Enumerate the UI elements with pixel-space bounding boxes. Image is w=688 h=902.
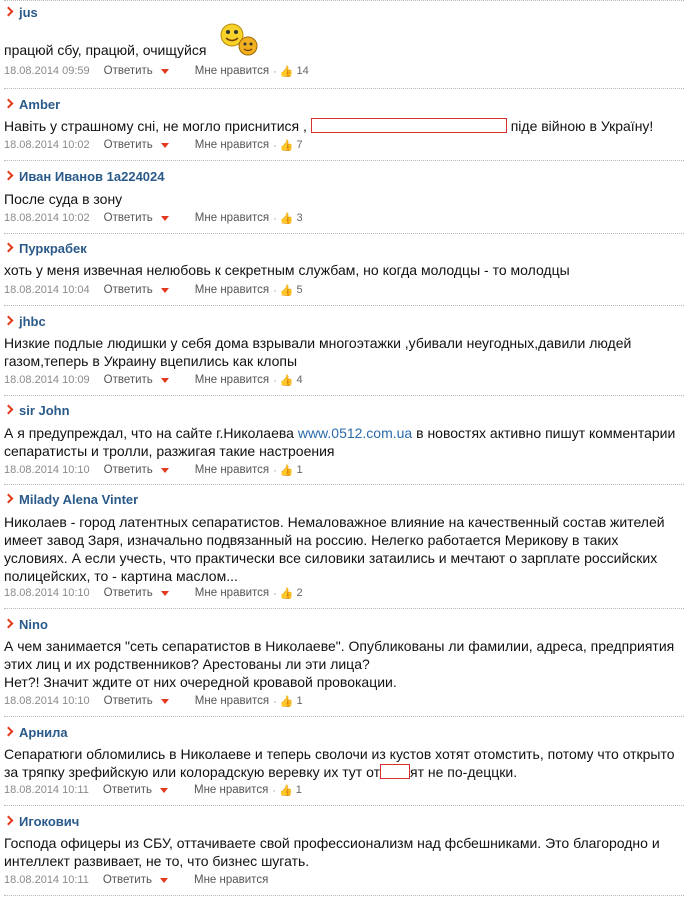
comment-line: полицейских, то - картина маслом... [4,568,238,584]
comment-separator [4,395,684,396]
comment-line: Николаев - город латентных сепаратистов. Немаловажное влияние на качественный состав жителей [4,514,665,530]
arrow-right-icon [4,98,14,110]
comment-text: піде війною в Україну! [510,118,654,134]
author-name[interactable]: Milady Alena Vinter [19,491,139,507]
comment-line: Господа офицеры из СБУ, оттачиваете свой профессионализм над фсбешниками. Это благородно и [4,835,660,851]
comment-separator [4,716,684,717]
comment-separator [4,160,684,161]
comment-line: А чем занимается "сеть сепаратистов в Николаеве". Опубликованы ли фамилии, адреса, предприятия [4,638,675,654]
comment-meta [4,373,303,387]
reply-button[interactable]: Ответить [103,464,153,476]
comment-date: 18.08.2014 10:02 [4,139,90,151]
caret-down-icon[interactable] [161,468,169,473]
likes-count: 7 [296,139,303,151]
arrow-right-icon [4,815,14,827]
comment-date: 18.08.2014 10:04 [4,284,90,296]
comment-body [4,117,680,135]
caret-down-icon[interactable] [161,699,169,704]
arrow-right-icon [4,170,14,182]
comment-line: условиях. А если учесть, что практически все силовики затаились и мечтают о зарплате российских [4,550,658,566]
thumbs-up-icon[interactable]: · 👍 [273,212,294,225]
comment-meta [4,283,303,297]
reply-button[interactable]: Ответить [102,784,152,796]
comment-date: 18.08.2014 10:11 [4,874,89,886]
author-name[interactable]: sir John [19,402,70,418]
comment-line: сепаратисты и тролли, разжигая такие настроения [4,443,335,459]
thumbs-up-icon[interactable]: · 👍 [273,464,294,477]
comment-body [4,41,680,59]
reply-button[interactable]: Ответить [103,65,153,77]
comment-line: Сепаратюги обломились в Николаеве и теперь сволочи из кустов хотят отомстить, потому что открыто [4,746,675,762]
comment-date: 18.08.2014 10:11 [4,784,89,796]
comment-date: 18.08.2014 10:10 [4,695,90,707]
caret-down-icon[interactable] [161,288,169,293]
comment-body [4,334,680,370]
arrow-right-icon [4,315,14,327]
comment-line: После суда в зону [4,191,123,207]
comment-meta [4,694,303,708]
reply-button[interactable]: Ответить [103,374,153,386]
arrow-right-icon [4,618,14,630]
comment-line: газом,теперь в Украину вцепились как клопы [4,353,298,369]
caret-down-icon[interactable] [161,591,169,596]
comment-line: интеллект развивает, не то, что бизнес шугать. [4,853,310,869]
reply-button[interactable]: Ответить [103,212,153,224]
arrow-right-icon [4,404,14,416]
comment-author[interactable] [4,813,79,829]
comment-separator [4,608,684,609]
comment-text: за тряпку зрефийскую или колорадскую веревку их тут от [4,764,380,780]
comment-body [4,261,680,279]
comment-date: 18.08.2014 10:02 [4,212,90,224]
thumbs-up-icon[interactable]: · 👍 [273,695,294,708]
comment-line [4,424,680,442]
comment-body [4,424,680,460]
caret-down-icon[interactable] [161,143,169,148]
comment-author[interactable] [4,168,165,184]
comment-line: працюй сбу, працюй, очищуйся [4,42,207,58]
arrow-right-icon [4,493,14,505]
like-button[interactable]: Мне нравится [194,695,270,707]
comment-meta [4,211,303,225]
comment-body [4,834,680,870]
comment-line: Нет?! Значит ждите от них очередной кровавой провокации. [4,674,397,690]
comment-line [4,763,680,781]
arrow-right-icon [4,726,14,738]
like-button[interactable]: Мне нравится [193,874,269,886]
reply-button[interactable]: Ответить [103,284,153,296]
comment-meta [4,586,303,600]
likes-count: 2 [296,587,303,599]
author-name[interactable]: Amber [19,96,61,112]
like-button[interactable]: Мне нравится [193,784,269,796]
caret-down-icon[interactable] [161,69,169,74]
reply-button[interactable]: Ответить [103,139,153,151]
comment-separator [4,895,684,896]
comment-author[interactable] [4,724,68,740]
like-button[interactable]: Мне нравится [194,587,270,599]
thumbs-up-icon[interactable]: · 👍 [273,65,294,78]
likes-count: 1 [295,784,302,796]
caret-down-icon[interactable] [160,788,168,793]
comment-author[interactable] [4,240,87,256]
comment-author[interactable] [4,96,60,112]
comment-meta [4,873,268,887]
caret-down-icon[interactable] [161,216,169,221]
likes-count: 14 [296,65,309,77]
comment-author[interactable] [4,491,138,507]
comment-separator [4,305,684,306]
likes-count: 3 [296,212,303,224]
likes-count: 1 [296,464,303,476]
caret-down-icon[interactable] [161,378,169,383]
comment-meta [4,64,309,78]
author-name[interactable]: jus [19,4,38,20]
comment-text: в новостях активно пишут комментарии [416,425,676,441]
thumbs-up-icon[interactable]: · 👍 [273,587,294,600]
comment-date: 18.08.2014 10:09 [4,374,90,386]
comment-body [4,513,680,585]
comment-body [4,190,680,208]
like-button[interactable]: Мне нравится [194,65,270,77]
comment-author[interactable] [4,402,70,418]
comment-line: Низкие подлые людишки у себя дома взрывали многоэтажки ,убивали неугодных,давили людей [4,335,632,351]
comment-line: этих лиц и их родственников? Арестованы ли эти лица? [4,656,370,672]
comment-author[interactable] [4,616,48,632]
author-name[interactable]: Иван Иванов 1а224024 [19,168,165,184]
likes-count: 4 [296,374,303,386]
arrow-right-icon [4,6,14,18]
redacted-box [380,764,410,779]
comment-date: 18.08.2014 10:10 [4,464,90,476]
like-button[interactable]: Мне нравится [194,464,270,476]
author-name[interactable]: jhbc [19,313,46,329]
comment-separator [4,805,684,806]
comment-text: А я предупреждал, что на сайте г.Николаева [4,425,294,441]
thumbs-up-icon[interactable]: · 👍 [273,374,294,387]
comment-body [4,745,680,781]
like-button[interactable]: Мне нравится [194,374,270,386]
thumbs-up-icon[interactable]: · 👍 [273,139,294,152]
comment-meta [4,138,303,152]
comment-text: Навіть у страшному сні, не могло приснитися , [4,118,307,134]
redacted-box [311,118,507,133]
caret-down-icon[interactable] [160,878,168,883]
smiley-face-icon [219,22,259,58]
thumbs-up-icon[interactable]: · 👍 [273,284,294,297]
comment-separator [4,88,684,89]
comment-meta [4,463,303,477]
reply-button[interactable]: Ответить [103,695,153,707]
like-button[interactable]: Мне нравится [194,139,270,151]
reply-button[interactable]: Ответить [103,587,153,599]
comment-line: хоть у меня извечная нелюбовь к секретным службам, но когда молодцы - то молодцы [4,262,570,278]
reply-button[interactable]: Ответить [102,874,152,886]
author-name[interactable]: Nino [19,616,48,632]
author-name[interactable]: Арнила [19,724,68,740]
comment-author[interactable] [4,4,38,20]
likes-count: 1 [296,695,303,707]
author-name[interactable]: Пуркрабек [19,240,87,256]
author-name[interactable]: Игокович [19,813,80,829]
comment-date: 18.08.2014 09:59 [4,65,90,77]
comment-meta [4,783,302,797]
like-button[interactable]: Мне нравится [194,284,270,296]
comment-date: 18.08.2014 10:10 [4,587,90,599]
comment-body [4,637,680,691]
thumbs-up-icon[interactable]: · 👍 [272,784,293,797]
comment-author[interactable] [4,313,46,329]
comment-text: ят не по-деццки. [410,764,518,780]
site-link[interactable]: www.0512.com.ua [297,425,413,441]
comment-separator [4,0,684,1]
like-button[interactable]: Мне нравится [194,212,270,224]
comment-separator [4,233,684,234]
likes-count: 5 [296,284,303,296]
arrow-right-icon [4,242,14,254]
comment-separator [4,484,684,485]
comment-line: имеет завод Заря, изначально подвязанный на россию. Нелегко работается Мерикову в таких [4,532,619,548]
